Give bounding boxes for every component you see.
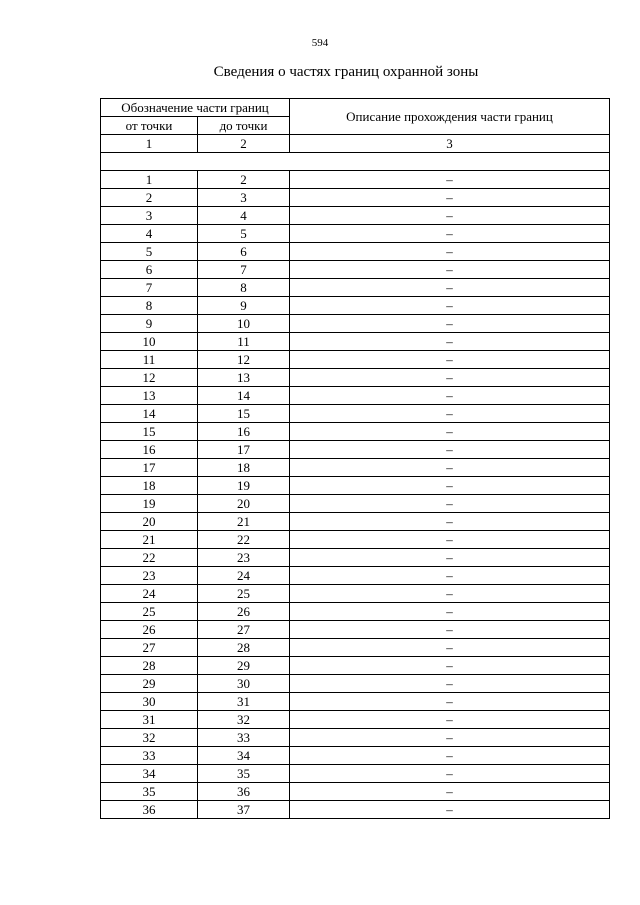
from-point-cell: 7 bbox=[101, 279, 198, 297]
from-point-cell: 14 bbox=[101, 405, 198, 423]
description-cell: – bbox=[290, 513, 610, 531]
from-point-cell: 9 bbox=[101, 315, 198, 333]
column-number: 2 bbox=[198, 135, 290, 153]
from-point-cell: 19 bbox=[101, 495, 198, 513]
to-point-cell: 3 bbox=[198, 189, 290, 207]
from-point-cell: 16 bbox=[101, 441, 198, 459]
to-point-cell: 18 bbox=[198, 459, 290, 477]
from-point-cell: 35 bbox=[101, 783, 198, 801]
from-point-cell: 8 bbox=[101, 297, 198, 315]
table-row bbox=[101, 603, 610, 621]
to-point-cell: 20 bbox=[198, 495, 290, 513]
to-point-cell: 22 bbox=[198, 531, 290, 549]
table-row bbox=[101, 459, 610, 477]
table-row bbox=[101, 567, 610, 585]
table-row bbox=[101, 315, 610, 333]
description-cell: – bbox=[290, 621, 610, 639]
from-point-cell: 3 bbox=[101, 207, 198, 225]
table-row bbox=[101, 207, 610, 225]
description-cell: – bbox=[290, 603, 610, 621]
column-number-row bbox=[101, 135, 610, 153]
table-row bbox=[101, 639, 610, 657]
description-cell: – bbox=[290, 531, 610, 549]
page-number: 594 bbox=[311, 37, 329, 49]
from-point-cell: 17 bbox=[101, 459, 198, 477]
to-point-cell: 2 bbox=[198, 171, 290, 189]
to-point-cell: 16 bbox=[198, 423, 290, 441]
to-point-cell: 35 bbox=[198, 765, 290, 783]
description-cell: – bbox=[290, 765, 610, 783]
description-cell: – bbox=[290, 657, 610, 675]
from-point-cell: 29 bbox=[101, 675, 198, 693]
to-point-cell: 7 bbox=[198, 261, 290, 279]
description-cell: – bbox=[290, 459, 610, 477]
description-cell: – bbox=[290, 801, 610, 819]
table-row bbox=[101, 333, 610, 351]
table-row bbox=[101, 243, 610, 261]
from-point-cell: 12 bbox=[101, 369, 198, 387]
description-cell: – bbox=[290, 495, 610, 513]
header-description: Описание прохождения части границ bbox=[290, 99, 610, 135]
column-number: 1 bbox=[101, 135, 198, 153]
document-title: Сведения о частях границ охранной зоны bbox=[213, 64, 479, 80]
description-cell: – bbox=[290, 423, 610, 441]
to-point-cell: 26 bbox=[198, 603, 290, 621]
table-row bbox=[101, 585, 610, 603]
from-point-cell: 32 bbox=[101, 729, 198, 747]
from-point-cell: 30 bbox=[101, 693, 198, 711]
to-point-cell: 34 bbox=[198, 747, 290, 765]
from-point-cell: 28 bbox=[101, 657, 198, 675]
to-point-cell: 12 bbox=[198, 351, 290, 369]
description-cell: – bbox=[290, 243, 610, 261]
to-point-cell: 27 bbox=[198, 621, 290, 639]
to-point-cell: 13 bbox=[198, 369, 290, 387]
from-point-cell: 26 bbox=[101, 621, 198, 639]
from-point-cell: 6 bbox=[101, 261, 198, 279]
column-number: 3 bbox=[290, 135, 610, 153]
from-point-cell: 1 bbox=[101, 171, 198, 189]
table-row bbox=[101, 747, 610, 765]
to-point-cell: 30 bbox=[198, 675, 290, 693]
table-row bbox=[101, 549, 610, 567]
boundary-parts-table bbox=[100, 98, 610, 819]
table-row bbox=[101, 225, 610, 243]
to-point-cell: 28 bbox=[198, 639, 290, 657]
table-row bbox=[101, 783, 610, 801]
description-cell: – bbox=[290, 387, 610, 405]
from-point-cell: 27 bbox=[101, 639, 198, 657]
table-row bbox=[101, 621, 610, 639]
to-point-cell: 15 bbox=[198, 405, 290, 423]
to-point-cell: 11 bbox=[198, 333, 290, 351]
table-row bbox=[101, 423, 610, 441]
from-point-cell: 21 bbox=[101, 531, 198, 549]
description-cell: – bbox=[290, 405, 610, 423]
to-point-cell: 24 bbox=[198, 567, 290, 585]
header-to-point: до точки bbox=[198, 117, 290, 135]
from-point-cell: 23 bbox=[101, 567, 198, 585]
description-cell: – bbox=[290, 639, 610, 657]
description-cell: – bbox=[290, 369, 610, 387]
from-point-cell: 13 bbox=[101, 387, 198, 405]
from-point-cell: 10 bbox=[101, 333, 198, 351]
spacer-cell bbox=[101, 153, 610, 171]
from-point-cell: 34 bbox=[101, 765, 198, 783]
from-point-cell: 20 bbox=[101, 513, 198, 531]
from-point-cell: 36 bbox=[101, 801, 198, 819]
from-point-cell: 33 bbox=[101, 747, 198, 765]
header-boundary-part: Обозначение части границ bbox=[101, 99, 290, 117]
table-row bbox=[101, 171, 610, 189]
description-cell: – bbox=[290, 567, 610, 585]
table-row bbox=[101, 729, 610, 747]
to-point-cell: 8 bbox=[198, 279, 290, 297]
to-point-cell: 29 bbox=[198, 657, 290, 675]
spacer-row bbox=[101, 153, 610, 171]
table-row bbox=[101, 279, 610, 297]
table-row bbox=[101, 531, 610, 549]
description-cell: – bbox=[290, 279, 610, 297]
from-point-cell: 15 bbox=[101, 423, 198, 441]
description-cell: – bbox=[290, 711, 610, 729]
table-row bbox=[101, 297, 610, 315]
to-point-cell: 19 bbox=[198, 477, 290, 495]
description-cell: – bbox=[290, 693, 610, 711]
description-cell: – bbox=[290, 171, 610, 189]
description-cell: – bbox=[290, 477, 610, 495]
from-point-cell: 18 bbox=[101, 477, 198, 495]
table-row bbox=[101, 711, 610, 729]
to-point-cell: 33 bbox=[198, 729, 290, 747]
to-point-cell: 9 bbox=[198, 297, 290, 315]
description-cell: – bbox=[290, 783, 610, 801]
table-row bbox=[101, 369, 610, 387]
header-from-point: от точки bbox=[101, 117, 198, 135]
description-cell: – bbox=[290, 207, 610, 225]
description-cell: – bbox=[290, 297, 610, 315]
description-cell: – bbox=[290, 189, 610, 207]
table-row bbox=[101, 693, 610, 711]
from-point-cell: 5 bbox=[101, 243, 198, 261]
table-header-row bbox=[101, 99, 610, 117]
description-cell: – bbox=[290, 315, 610, 333]
description-cell: – bbox=[290, 549, 610, 567]
table-row bbox=[101, 675, 610, 693]
from-point-cell: 11 bbox=[101, 351, 198, 369]
description-cell: – bbox=[290, 225, 610, 243]
description-cell: – bbox=[290, 441, 610, 459]
to-point-cell: 5 bbox=[198, 225, 290, 243]
description-cell: – bbox=[290, 333, 610, 351]
table-row bbox=[101, 765, 610, 783]
to-point-cell: 31 bbox=[198, 693, 290, 711]
to-point-cell: 17 bbox=[198, 441, 290, 459]
table-row bbox=[101, 351, 610, 369]
to-point-cell: 23 bbox=[198, 549, 290, 567]
from-point-cell: 2 bbox=[101, 189, 198, 207]
table-row bbox=[101, 441, 610, 459]
to-point-cell: 36 bbox=[198, 783, 290, 801]
table-row bbox=[101, 657, 610, 675]
table-row bbox=[101, 189, 610, 207]
from-point-cell: 25 bbox=[101, 603, 198, 621]
table-row bbox=[101, 477, 610, 495]
to-point-cell: 6 bbox=[198, 243, 290, 261]
from-point-cell: 4 bbox=[101, 225, 198, 243]
to-point-cell: 14 bbox=[198, 387, 290, 405]
table-row bbox=[101, 405, 610, 423]
table-row bbox=[101, 495, 610, 513]
table-row bbox=[101, 801, 610, 819]
description-cell: – bbox=[290, 261, 610, 279]
to-point-cell: 4 bbox=[198, 207, 290, 225]
to-point-cell: 21 bbox=[198, 513, 290, 531]
from-point-cell: 24 bbox=[101, 585, 198, 603]
to-point-cell: 37 bbox=[198, 801, 290, 819]
description-cell: – bbox=[290, 351, 610, 369]
to-point-cell: 10 bbox=[198, 315, 290, 333]
from-point-cell: 31 bbox=[101, 711, 198, 729]
from-point-cell: 22 bbox=[101, 549, 198, 567]
to-point-cell: 32 bbox=[198, 711, 290, 729]
to-point-cell: 25 bbox=[198, 585, 290, 603]
description-cell: – bbox=[290, 729, 610, 747]
description-cell: – bbox=[290, 747, 610, 765]
description-cell: – bbox=[290, 675, 610, 693]
table-row bbox=[101, 387, 610, 405]
table-row bbox=[101, 513, 610, 531]
description-cell: – bbox=[290, 585, 610, 603]
table-row bbox=[101, 261, 610, 279]
